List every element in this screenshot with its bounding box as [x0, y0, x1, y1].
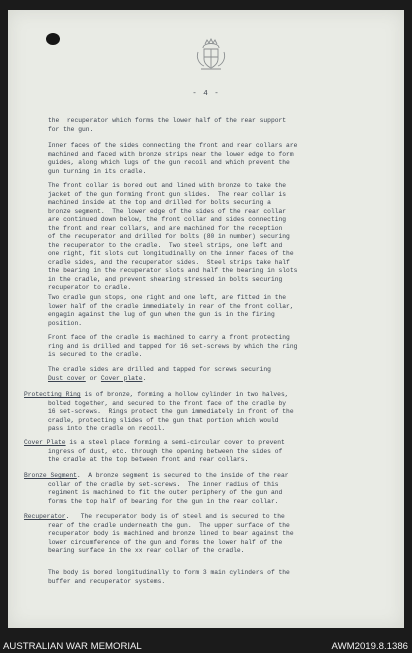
section-line: bolted together, and secured to the front face of the cradle by [48, 399, 287, 407]
catalogue-reference: AWM2019.8.1386 [331, 641, 408, 652]
section-line: is a steel place forming a semi-circular cover to prevent [65, 439, 285, 446]
paragraph: the recuperator which forms the lower half of the rear support for the gun. [48, 117, 287, 133]
section-line: . The recuperator body is of steel and is secured to the [65, 513, 285, 520]
section-line: bearing surface in the xx rear collar of the cradle. [48, 547, 245, 554]
paragraph: The front collar is bored out and lined with bronze to take the jacket of the gun forming front gun slides. The rear collar is machined inside at the top and drilled for bolts securing a bronze segment. The lower edge of the sides of the rear collar are continued down below, the front collar and sides connecting the front and rear collars, and are machined for the reception of the recuperator and drilled for bolts (80 in number) securing the recuperator to the cradle. Two steel strips, one left and one right, fit slots cut longitudinally on the inner faces of the cradle sides, and the recuperator sides. Steel strips take half the bearing in the recuperator slots and half the bearing in slots in the cradle, and prevent shearing stressed in bolts securing recuperator to cradle. [48, 182, 298, 291]
section-bronze-segment [24, 472, 384, 506]
section-line: lower circumference of the gun and forms the lower half of the [48, 538, 283, 546]
section-line: ingress of dust, etc. through the opening between the sides of [48, 447, 283, 455]
cover-plate-term: Cover plate [100, 374, 143, 382]
dust-cover-end: . [142, 374, 147, 382]
section-line: rear of the cradle underneath the gun. The upper surface of the [48, 521, 290, 529]
section-line: 16 set-screws. Rings protect the gun immediately in front of the [48, 408, 294, 415]
section-line: cradle, protecting slides of the gun that portion which would [48, 416, 279, 424]
section-first-line [24, 439, 384, 448]
section-line: recuperator body is machined and bronze lined to bear against the [48, 530, 294, 537]
section-heading: Recuperator [24, 513, 66, 520]
dust-cover-or: or [85, 374, 101, 382]
document-body [8, 10, 404, 628]
paragraph: Front face of the cradle is machined to carry a front protecting ring and is drilled and tapped for 16 set-screws by which the ring is secured to the cradle. [48, 334, 298, 358]
section-line: regiment is machined to fit the outer periphery of the gun and [48, 489, 283, 496]
section-heading: Cover Plate [24, 439, 66, 446]
closing-paragraph: The body is bored longitudinally to form 3 main cylinders of the buffer and recuperator systems. [48, 569, 290, 585]
section-cover-plate [24, 439, 384, 465]
section-first-line [24, 391, 384, 400]
section-line: forms the top half of bearing for the gun in the rear collar. [48, 497, 279, 505]
section-first-line [24, 472, 384, 481]
section-recuperator [24, 513, 384, 556]
section-protecting-ring [24, 391, 384, 434]
paragraph [48, 366, 384, 383]
page-number: - 4 - [192, 90, 220, 98]
section-first-line [24, 513, 384, 522]
institution-name: AUSTRALIAN WAR MEMORIAL [3, 641, 142, 652]
section-line: . A bronze segment is secured to the inside of the rear [76, 472, 289, 479]
paragraph: Inner faces of the sides connecting the front and rear collars are machined and faced with bronze strips near the lower edge to form guides, along which lugs of the gun recoil and which prevent the gun turning in its cradle. [48, 142, 298, 175]
paragraph: Two cradle gun stops, one right and one left, are fitted in the lower half of the cradle immediately in rear of the front collar, engagin against the lug of gun when the gun is in the firing position. [48, 294, 294, 327]
section-line: is of bronze, forming a hollow cylinder in two halves, [80, 391, 289, 398]
archive-footer [0, 640, 412, 653]
section-line: the cradle at the top between front and rear collars. [48, 456, 249, 463]
section-line: collar of the cradle by set-screws. The inner radius of this [48, 480, 279, 488]
paragraph-text: The cradle sides are drilled and tapped for screws securing [48, 366, 271, 373]
dust-cover-term: Dust cover [48, 374, 86, 382]
section-heading: Bronze Segment [24, 472, 77, 479]
section-heading: Protecting Ring [24, 391, 81, 398]
document-page [8, 10, 404, 628]
section-line: pass into the cradle on recoil. [48, 425, 166, 432]
